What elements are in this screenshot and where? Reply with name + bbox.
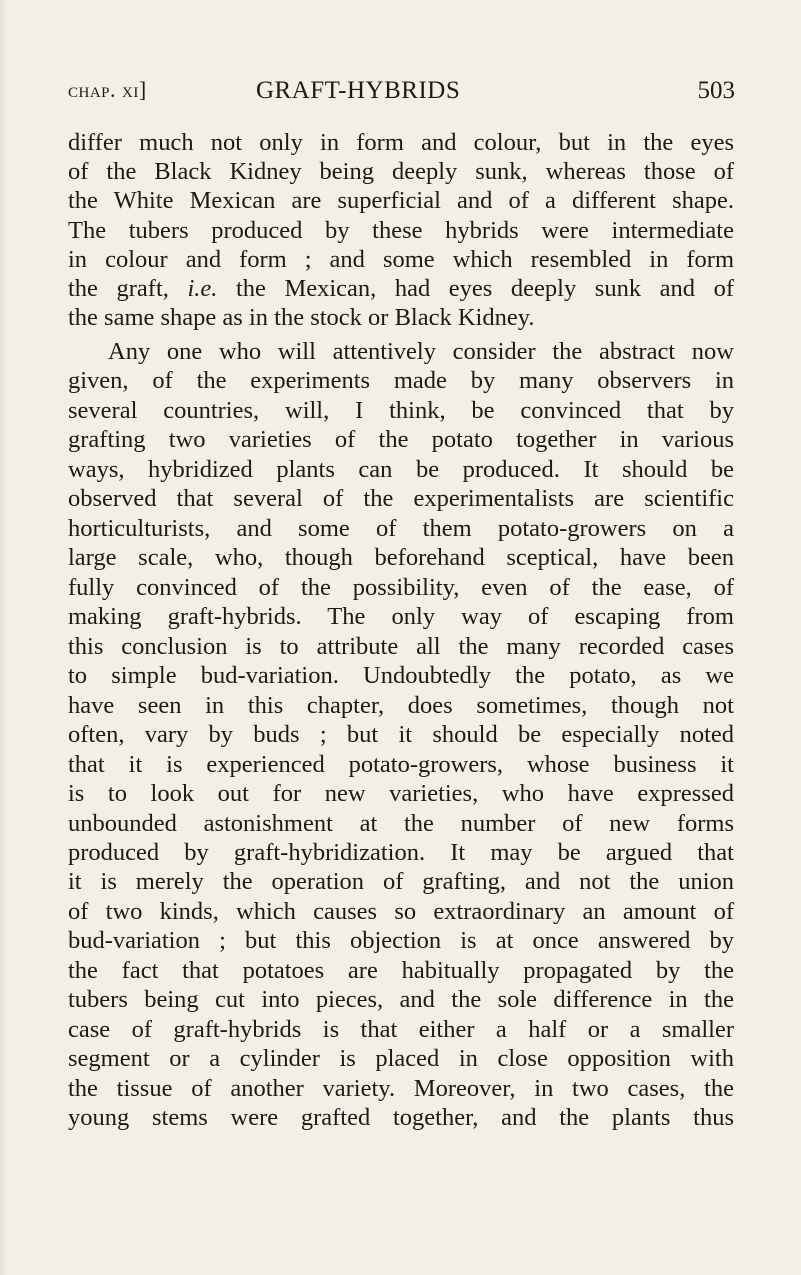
text-line: making graft-hybrids. The only way of escaping from: [68, 603, 734, 631]
text-line: is to look out for new varieties, who have expressed: [68, 780, 734, 808]
abbreviation-ie: i.e.: [187, 274, 218, 302]
text-line: segment or a cylinder is placed in close opposition with: [68, 1045, 734, 1073]
text-line: given, of the experiments made by many observers in: [68, 367, 734, 395]
chapter-label: chap. xi]: [68, 77, 147, 102]
text-line: the White Mexican are superficial and of a different shape.: [68, 187, 734, 215]
text-line: the graft, i.e. the Mexican, had eyes deeply sunk and of: [68, 274, 734, 302]
text-line: the same shape as in the stock or Black Kidney.: [68, 304, 535, 332]
text-line: of two kinds, which causes so extraordinary an amount of: [68, 897, 734, 925]
text-line: it is merely the operation of grafting, and not the union: [68, 868, 734, 896]
text-line: differ much not only in form and colour, but in the eyes: [68, 129, 734, 156]
paragraph-1: [68, 128, 734, 332]
text-line: often, vary by buds ; but it should be especially noted: [68, 721, 734, 749]
text-line: Any one who will attentively consider the abstract now: [108, 338, 734, 365]
text-line: large scale, who, though beforehand sceptical, have been: [68, 544, 734, 572]
text-line: The tubers produced by these hybrids were intermediate: [68, 216, 734, 244]
text-line: of the Black Kidney being deeply sunk, whereas those of: [68, 158, 734, 186]
text-line: in colour and form ; and some which resembled in form: [68, 245, 734, 273]
running-head: [68, 77, 735, 107]
text-line: fully convinced of the possibility, even of the ease, of: [68, 573, 734, 601]
text-line: have seen in this chapter, does sometimes, though not: [68, 691, 734, 719]
text-line: ways, hybridized plants can be produced. It should be: [68, 455, 734, 483]
text-line: the tissue of another variety. Moreover, in two cases, the: [68, 1074, 734, 1102]
text-line: tubers being cut into pieces, and the sole difference in the: [68, 986, 734, 1014]
text-line: several countries, will, I think, be convinced that by: [68, 396, 734, 424]
text-line: observed that several of the experimentalists are scientific: [68, 485, 734, 513]
paragraph-2: [68, 337, 734, 1133]
text-line: bud-variation ; but this objection is at once answered by: [68, 927, 734, 955]
text-line: grafting two varieties of the potato together in various: [68, 426, 734, 454]
text-line: to simple bud-variation. Undoubtedly the potato, as we: [68, 662, 734, 690]
text-line: unbounded astonishment at the number of new forms: [68, 809, 734, 837]
text-line: case of graft-hybrids is that either a half or a smaller: [68, 1015, 734, 1043]
page-number: 503: [697, 77, 735, 104]
text-line: horticulturists, and some of them potato-growers on a: [68, 514, 734, 542]
text-line: young stems were grafted together, and the plants thus: [68, 1104, 734, 1132]
text-line: produced by graft-hybridization. It may be argued that: [68, 838, 734, 866]
text-line: that it is experienced potato-growers, whose business it: [68, 750, 734, 778]
running-title: GRAFT-HYBRIDS: [256, 77, 461, 104]
text-line: this conclusion is to attribute all the many recorded cases: [68, 632, 734, 660]
text-line: the fact that potatoes are habitually propagated by the: [68, 956, 734, 984]
page-edge: [0, 0, 6, 1275]
